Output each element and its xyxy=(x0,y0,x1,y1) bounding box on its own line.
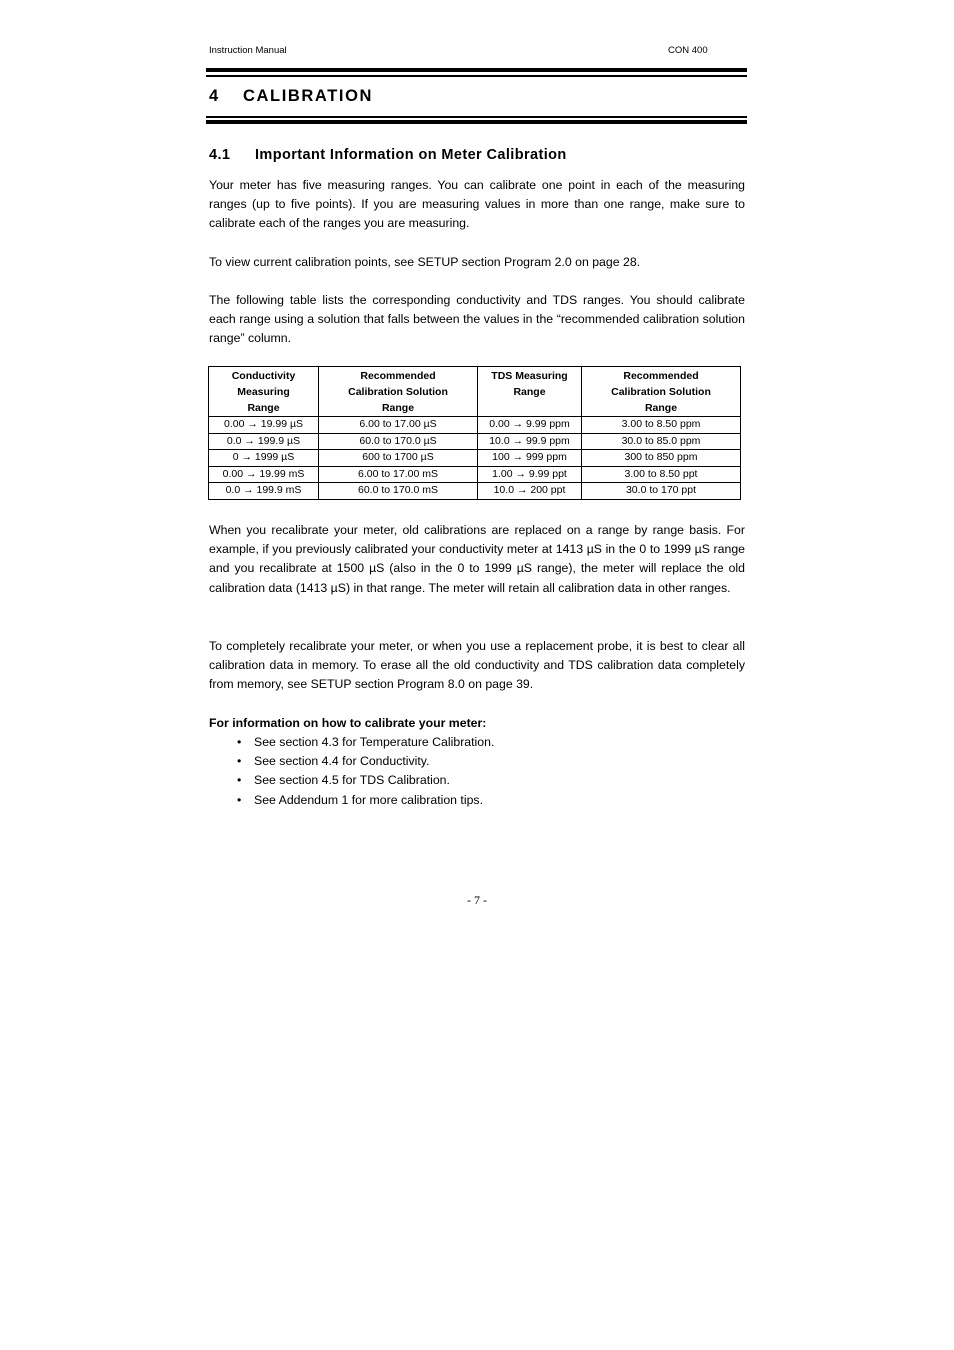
header-line: Conductivity xyxy=(231,370,296,382)
header-line: Calibration Solution xyxy=(611,386,711,398)
bullet-icon: • xyxy=(237,735,242,749)
table-cell: 6.00 to 17.00 mS xyxy=(319,466,478,483)
list-item-text: See section 4.3 for Temperature Calibration. xyxy=(254,735,495,749)
calibration-range-table xyxy=(208,366,741,500)
list-item-text: See section 4.4 for Conductivity. xyxy=(254,754,430,769)
table-row xyxy=(209,466,741,483)
bullet-icon: • xyxy=(237,792,242,807)
table-cell: 6.00 to 17.00 µS xyxy=(319,417,478,434)
table-cell: 10.0 → 99.9 ppm xyxy=(478,433,582,450)
table-cell: 3.00 to 8.50 ppt xyxy=(582,466,741,483)
table-cell: 60.0 to 170.0 µS xyxy=(319,433,478,450)
table-cell: 0.00 → 19.99 µS xyxy=(209,417,319,434)
header-line: Recommended xyxy=(360,370,436,382)
chapter-rule-thick xyxy=(206,120,747,124)
table-cell: 100 → 999 ppm xyxy=(478,450,582,467)
header-rule-thin xyxy=(206,75,747,77)
tips-heading: For information on how to calibrate your meter: xyxy=(209,716,487,730)
chapter-rule-thin xyxy=(206,116,747,118)
header-line: Range xyxy=(381,402,415,414)
paragraph-view-points: To view current calibration points, see SETUP section Program 2.0 on page 28. xyxy=(209,255,641,269)
table-cell: 0.0 → 199.9 µS xyxy=(209,433,319,450)
header-line: Recommended xyxy=(623,370,699,382)
list-item xyxy=(209,733,494,752)
table-cell: 0.00 → 9.99 ppm xyxy=(478,417,582,434)
header-rule-thick xyxy=(206,68,747,72)
header-tds-range xyxy=(478,367,582,417)
paragraph-ranges: Your meter has five measuring ranges. You can calibrate one point in each of the measuring ranges (up to five points). If you are measuring values in more than one range, make sure to calibrate each of the ranges you are measuring. xyxy=(209,178,745,231)
paragraph-recalibrate: When you recalibrate your meter, old calibrations are replaced on a range by range basis. For example, if you previously calibrated your conductivity meter at 1413 µS in the 0 to 1999 µS range and you recalibrate at 1500 µS (also in the 0 to 1999 µS range), the meter will replace the old calibration data (1413 µS) in that range. The meter will retain all calibration data in other ranges. xyxy=(209,523,745,595)
bullet-icon: • xyxy=(237,754,242,769)
table-header-row xyxy=(209,367,741,417)
table-cell: 600 to 1700 µS xyxy=(319,450,478,467)
table-cell: 10.0 → 200 ppt xyxy=(478,483,582,500)
table-cell: 3.00 to 8.50 ppm xyxy=(582,417,741,434)
header-line: Range xyxy=(247,402,280,414)
header-right: CON 400 xyxy=(668,45,708,56)
header-line: Calibration Solution xyxy=(348,386,448,398)
list-item xyxy=(209,791,494,810)
tips-list xyxy=(209,733,494,810)
chapter-heading xyxy=(209,87,373,106)
section-heading xyxy=(209,147,567,163)
table-cell: 30.0 to 170 ppt xyxy=(582,483,741,500)
table-cell: 0 → 1999 µS xyxy=(209,450,319,467)
paragraph-clear-memory: To completely recalibrate your meter, or when you use a replacement probe, it is best to clear all calibration data in memory. To erase all the old conductivity and TDS calibration data completely from memory, see SETUP section Program 8.0 on page 39. xyxy=(209,639,745,692)
list-item-text: See Addendum 1 for more calibration tips. xyxy=(254,792,483,807)
table-cell: 30.0 to 85.0 ppm xyxy=(582,433,741,450)
header-recommended-conductivity xyxy=(319,367,478,417)
table-cell: 60.0 to 170.0 mS xyxy=(319,483,478,500)
chapter-title: CALIBRATION xyxy=(243,87,374,105)
table-cell: 0.00 → 19.99 mS xyxy=(209,466,319,483)
table-row xyxy=(209,483,741,500)
chapter-number: 4 xyxy=(209,87,220,105)
header-line: Range xyxy=(644,402,678,414)
paragraph-table-intro: The following table lists the corresponding conductivity and TDS ranges. You should calibrate each range using a solution that falls between the values in the “recommended calibration solution range” column. xyxy=(209,293,745,346)
header-conductivity-range xyxy=(209,367,319,417)
list-item xyxy=(209,752,494,771)
list-item xyxy=(209,771,494,790)
table-cell: 1.00 → 9.99 ppt xyxy=(478,466,582,483)
section-title: Important Information on Meter Calibration xyxy=(255,147,567,163)
header-recommended-tds xyxy=(582,367,741,417)
header-line: Range xyxy=(513,386,546,398)
header-left: Instruction Manual xyxy=(209,45,287,56)
table-row xyxy=(209,417,741,434)
table-row xyxy=(209,450,741,467)
table-row xyxy=(209,433,741,450)
section-number: 4.1 xyxy=(209,147,231,163)
bullet-icon: • xyxy=(237,773,242,788)
page-number: - 7 - xyxy=(467,893,487,907)
header-line: Measuring xyxy=(237,386,290,398)
list-item-text: See section 4.5 for TDS Calibration. xyxy=(254,773,450,788)
table-cell: 300 to 850 ppm xyxy=(582,450,741,467)
header-line: TDS Measuring xyxy=(491,370,568,382)
table-cell: 0.0 → 199.9 mS xyxy=(209,483,319,500)
